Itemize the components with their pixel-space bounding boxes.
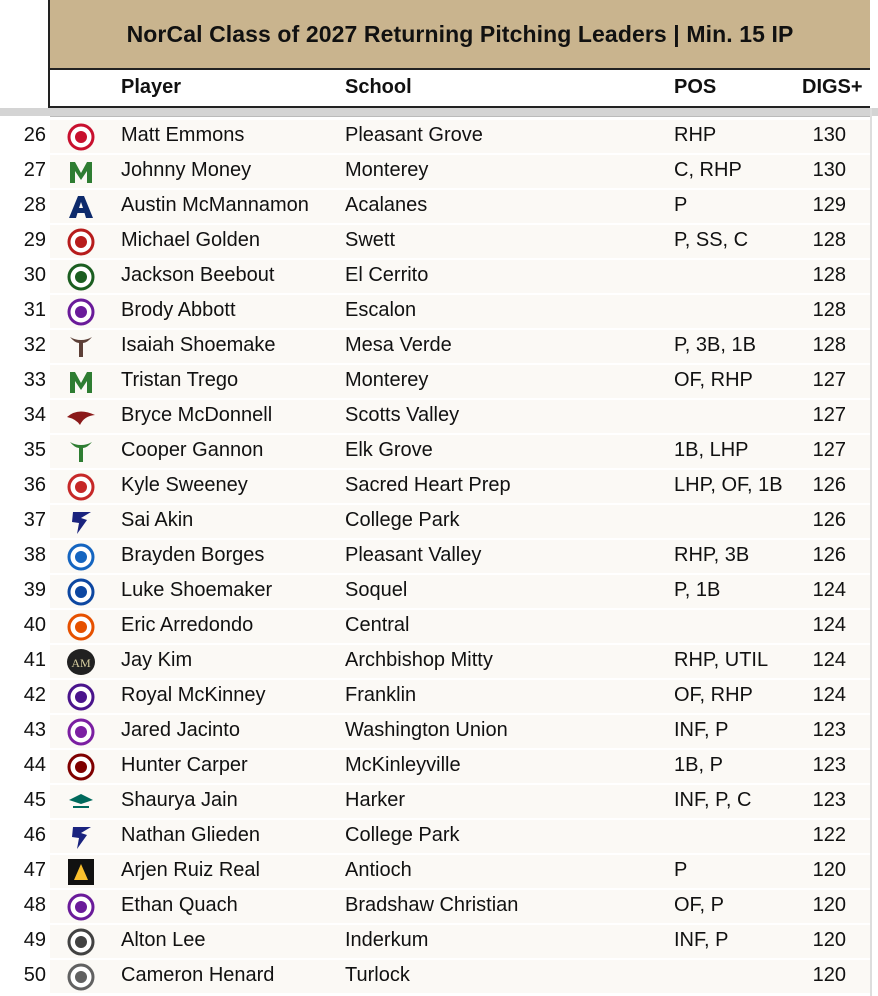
school-name: Monterey: [345, 159, 429, 181]
school-name: Mesa Verde: [345, 334, 452, 356]
leaders-table-body: [0, 119, 878, 994]
table-row: [0, 294, 878, 329]
digs-plus-value: 127: [812, 404, 846, 426]
header-player: Player: [121, 76, 182, 98]
position: P: [674, 859, 688, 881]
position: P: [674, 194, 688, 216]
table-row: [0, 329, 878, 364]
soquel-knights-logo-icon: [66, 577, 96, 606]
table-row: [0, 504, 878, 539]
player-name: Cameron Henard: [121, 964, 275, 986]
school-name: Acalanes: [345, 194, 428, 216]
rank-number: 37: [23, 509, 46, 531]
digs-plus-value: 126: [812, 509, 846, 531]
el-cerrito-logo-icon: [66, 262, 96, 291]
rank-number: 49: [23, 929, 46, 951]
table-row: [0, 224, 878, 259]
rank-number: 47: [23, 859, 46, 881]
column-header-row: [50, 70, 870, 108]
digs-plus-value: 126: [812, 544, 846, 566]
rank-number: 42: [23, 684, 46, 706]
rank-number: 27: [23, 159, 46, 181]
pleasant-grove-logo-icon: [66, 122, 96, 151]
school-name: Franklin: [345, 684, 417, 706]
school-name: Sacred Heart Prep: [345, 474, 511, 496]
school-name: Archbishop Mitty: [345, 649, 493, 671]
digs-plus-value: 124: [812, 614, 846, 636]
table-title: NorCal Class of 2027 Returning Pitching Leaders | Min. 15 IP: [50, 0, 870, 70]
digs-plus-value: 124: [812, 649, 846, 671]
school-name: Antioch: [345, 859, 412, 881]
pleasant-valley-viking-logo-icon: [66, 542, 96, 571]
player-name: Michael Golden: [121, 229, 260, 251]
digs-plus-value: 120: [812, 894, 846, 916]
position: LHP, OF, 1B: [674, 474, 783, 496]
school-name: Elk Grove: [345, 439, 433, 461]
digs-plus-value: 128: [812, 229, 846, 251]
washington-union-panther-logo-icon: [66, 717, 96, 746]
player-name: Jared Jacinto: [121, 719, 240, 741]
position: INF, P, C: [674, 789, 752, 811]
digs-plus-value: 127: [812, 439, 846, 461]
player-name: Luke Shoemaker: [121, 579, 273, 601]
elk-grove-elk-logo-icon: [66, 437, 96, 466]
table-row: [0, 434, 878, 469]
player-name: Alton Lee: [121, 929, 206, 951]
table-row: [0, 819, 878, 854]
player-name: Matt Emmons: [121, 124, 245, 146]
school-name: Monterey: [345, 369, 429, 391]
college-park-falcon-logo-icon: [66, 507, 96, 536]
player-name: Brayden Borges: [121, 544, 265, 566]
table-row: [0, 259, 878, 294]
school-name: Escalon: [345, 299, 417, 321]
bradshaw-christian-lion-logo-icon: [66, 892, 96, 921]
rank-number: 35: [23, 439, 46, 461]
player-name: Brody Abbott: [121, 299, 236, 321]
inderkum-tiger-logo-icon: [66, 927, 96, 956]
digs-plus-value: 128: [812, 334, 846, 356]
svg-text:AM: AM: [71, 655, 91, 670]
table-row: [0, 959, 878, 994]
table-row: [0, 574, 878, 609]
digs-plus-value: 120: [812, 859, 846, 881]
rank-number: 32: [23, 334, 46, 356]
player-name: Ethan Quach: [121, 894, 238, 916]
position: RHP: [674, 124, 717, 146]
monterey-m-logo-icon: [66, 157, 96, 186]
player-name: Shaurya Jain: [121, 789, 238, 811]
rank-number: 40: [23, 614, 46, 636]
school-name: Washington Union: [345, 719, 508, 741]
school-name: Bradshaw Christian: [345, 894, 519, 916]
rank-number: 43: [23, 719, 46, 741]
player-name: Hunter Carper: [121, 754, 248, 776]
table-row: [0, 189, 878, 224]
digs-plus-value: 123: [812, 789, 846, 811]
position: C, RHP: [674, 159, 742, 181]
position: OF, RHP: [674, 684, 753, 706]
digs-plus-value: 123: [812, 719, 846, 741]
table-row: [0, 364, 878, 399]
digs-plus-value: 128: [812, 264, 846, 286]
acalanes-a-logo-icon: [66, 192, 96, 221]
player-name: Bryce McDonnell: [121, 404, 273, 426]
school-name: Soquel: [345, 579, 408, 601]
table-row: [0, 539, 878, 574]
position: P, 1B: [674, 579, 721, 601]
table-row: [0, 784, 878, 819]
digs-plus-value: 124: [812, 684, 846, 706]
position: 1B, P: [674, 754, 723, 776]
turlock-bulldog-logo-icon: [66, 962, 96, 991]
rank-number: 29: [23, 229, 46, 251]
player-name: Isaiah Shoemake: [121, 334, 276, 356]
digs-plus-value: 128: [812, 299, 846, 321]
school-name: College Park: [345, 509, 460, 531]
school-name: Pleasant Valley: [345, 544, 482, 566]
archbishop-mitty-logo-icon: [66, 647, 96, 676]
swett-warriors-logo-icon: [66, 227, 96, 256]
position: RHP, UTIL: [674, 649, 769, 671]
table-row: [0, 889, 878, 924]
table-row: [0, 644, 878, 679]
antioch-panther-logo-icon: [66, 857, 96, 886]
college-park-falcon-logo-icon: [66, 822, 96, 851]
player-name: Royal McKinney: [121, 684, 266, 706]
rank-number: 30: [23, 264, 46, 286]
digs-plus-value: 122: [812, 824, 846, 846]
harker-eagle-logo-icon: [66, 787, 96, 816]
table-row: [0, 154, 878, 189]
school-name: Pleasant Grove: [345, 124, 483, 146]
position: OF, P: [674, 894, 725, 916]
player-name: Tristan Trego: [121, 369, 239, 391]
rank-number: 41: [23, 649, 46, 671]
player-name: Sai Akin: [121, 509, 194, 531]
rank-number: 45: [23, 789, 46, 811]
rank-number: 44: [23, 754, 46, 776]
mesa-verde-longhorn-logo-icon: [66, 332, 96, 361]
digs-plus-value: 124: [812, 579, 846, 601]
school-name: Swett: [345, 229, 396, 251]
digs-plus-value: 127: [812, 369, 846, 391]
player-name: Jay Kim: [121, 649, 193, 671]
header-digs: DIGS+: [802, 76, 863, 98]
table-row: [0, 119, 878, 154]
player-name: Jackson Beebout: [121, 264, 275, 286]
rank-number: 48: [23, 894, 46, 916]
school-name: College Park: [345, 824, 460, 846]
rank-number: 33: [23, 369, 46, 391]
player-name: Johnny Money: [121, 159, 252, 181]
digs-plus-value: 120: [812, 929, 846, 951]
table-row: [0, 399, 878, 434]
table-row: [0, 924, 878, 959]
player-name: Eric Arredondo: [121, 614, 254, 636]
rank-number: 36: [23, 474, 46, 496]
rank-number: 38: [23, 544, 46, 566]
player-name: Arjen Ruiz Real: [121, 859, 260, 881]
position: OF, RHP: [674, 369, 753, 391]
digs-plus-value: 130: [812, 159, 846, 181]
rank-number: 26: [23, 124, 46, 146]
school-name: Turlock: [345, 964, 410, 986]
header-divider: [0, 108, 878, 116]
monterey-m-logo-icon: [66, 367, 96, 396]
school-name: Inderkum: [345, 929, 429, 951]
scotts-valley-falcon-logo-icon: [66, 402, 96, 431]
digs-plus-value: 123: [812, 754, 846, 776]
table-row: [0, 469, 878, 504]
player-name: Nathan Glieden: [121, 824, 260, 846]
rank-number: 39: [23, 579, 46, 601]
rank-number: 31: [23, 299, 46, 321]
sacred-heart-prep-logo-icon: [66, 472, 96, 501]
position: INF, P: [674, 719, 729, 741]
digs-plus-value: 130: [812, 124, 846, 146]
rank-number: 28: [23, 194, 46, 216]
rank-number: 46: [23, 824, 46, 846]
digs-plus-value: 120: [812, 964, 846, 986]
central-grizzly-logo-icon: [66, 612, 96, 641]
school-name: McKinleyville: [345, 754, 461, 776]
table-row: [0, 714, 878, 749]
digs-plus-value: 126: [812, 474, 846, 496]
franklin-wildcat-logo-icon: [66, 682, 96, 711]
school-name: Harker: [345, 789, 406, 811]
escalon-cougar-logo-icon: [66, 297, 96, 326]
school-name: Central: [345, 614, 410, 636]
header-divider-line: [50, 116, 870, 117]
digs-plus-value: 129: [812, 194, 846, 216]
table-row: [0, 749, 878, 784]
table-row: [0, 854, 878, 889]
position: P, SS, C: [674, 229, 749, 251]
table-row: [0, 679, 878, 714]
position: P, 3B, 1B: [674, 334, 756, 356]
player-name: Cooper Gannon: [121, 439, 264, 461]
header-pos: POS: [674, 76, 717, 98]
mckinleyville-panther-logo-icon: [66, 752, 96, 781]
position: RHP, 3B: [674, 544, 750, 566]
position: 1B, LHP: [674, 439, 749, 461]
player-name: Kyle Sweeney: [121, 474, 248, 496]
position: INF, P: [674, 929, 729, 951]
header-school: School: [345, 76, 412, 98]
rank-number: 34: [23, 404, 46, 426]
rank-number: 50: [23, 964, 46, 986]
table-row: [0, 609, 878, 644]
school-name: Scotts Valley: [345, 404, 460, 426]
player-name: Austin McMannamon: [121, 194, 309, 216]
school-name: El Cerrito: [345, 264, 429, 286]
